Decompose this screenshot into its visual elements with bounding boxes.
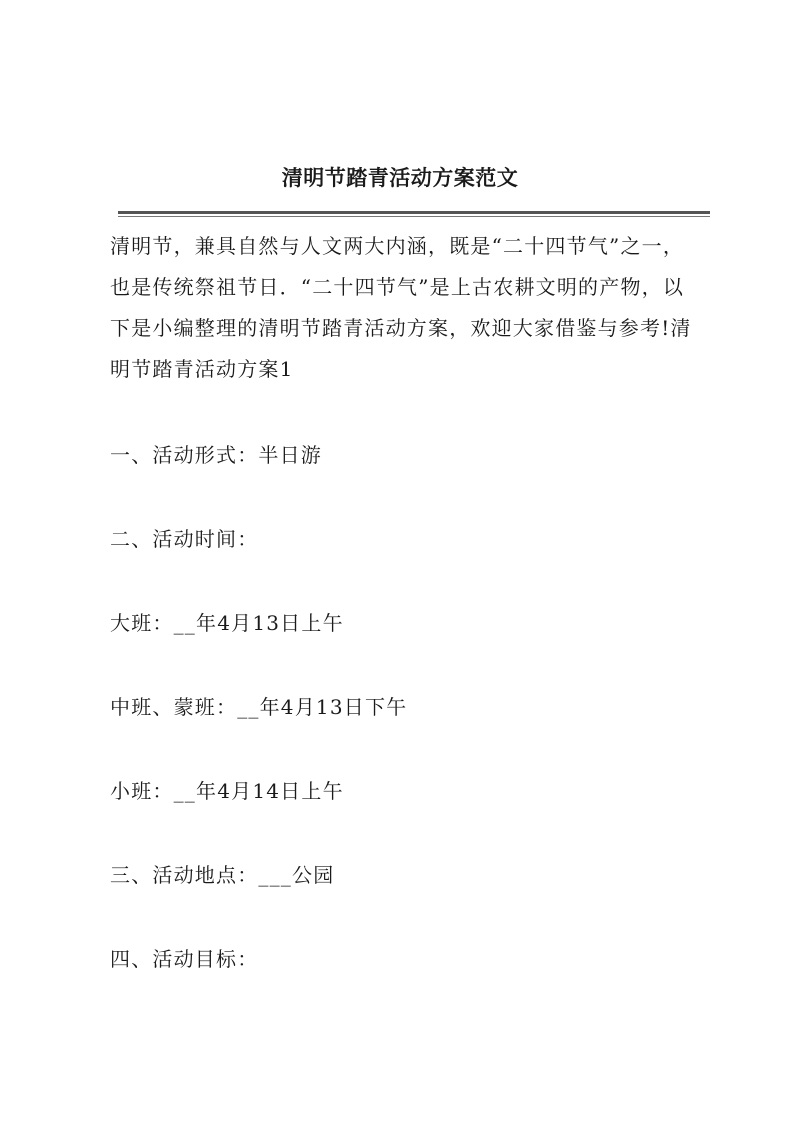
title-divider (118, 211, 710, 214)
paragraph-middle-class-time: 中班、蒙班：__年4月13日下午 (110, 695, 408, 719)
paragraph-activity-goals: 四、活动目标： (110, 947, 259, 971)
paragraph-activity-time: 二、活动时间： (110, 527, 259, 551)
paragraph-activity-location: 三、活动地点：___公园 (110, 863, 335, 887)
paragraph-junior-class-time: 小班：__年4月14日上午 (110, 779, 344, 803)
paragraph-senior-class-time: 大班：__年4月13日上午 (110, 611, 344, 635)
document-title: 清明节踏青活动方案范文 (281, 165, 519, 190)
paragraph-activity-form: 一、活动形式：半日游 (110, 443, 322, 467)
intro-paragraph: 清明节，兼具自然与人文两大内涵，既是“二十四节气”之一，也是传统祭祖节日．“二十四节气”是上古农耕文明的产物，以下是小编整理的清明节踏青活动方案，欢迎大家借鉴与参考!清明节踏青活动方案1 (110, 234, 692, 381)
